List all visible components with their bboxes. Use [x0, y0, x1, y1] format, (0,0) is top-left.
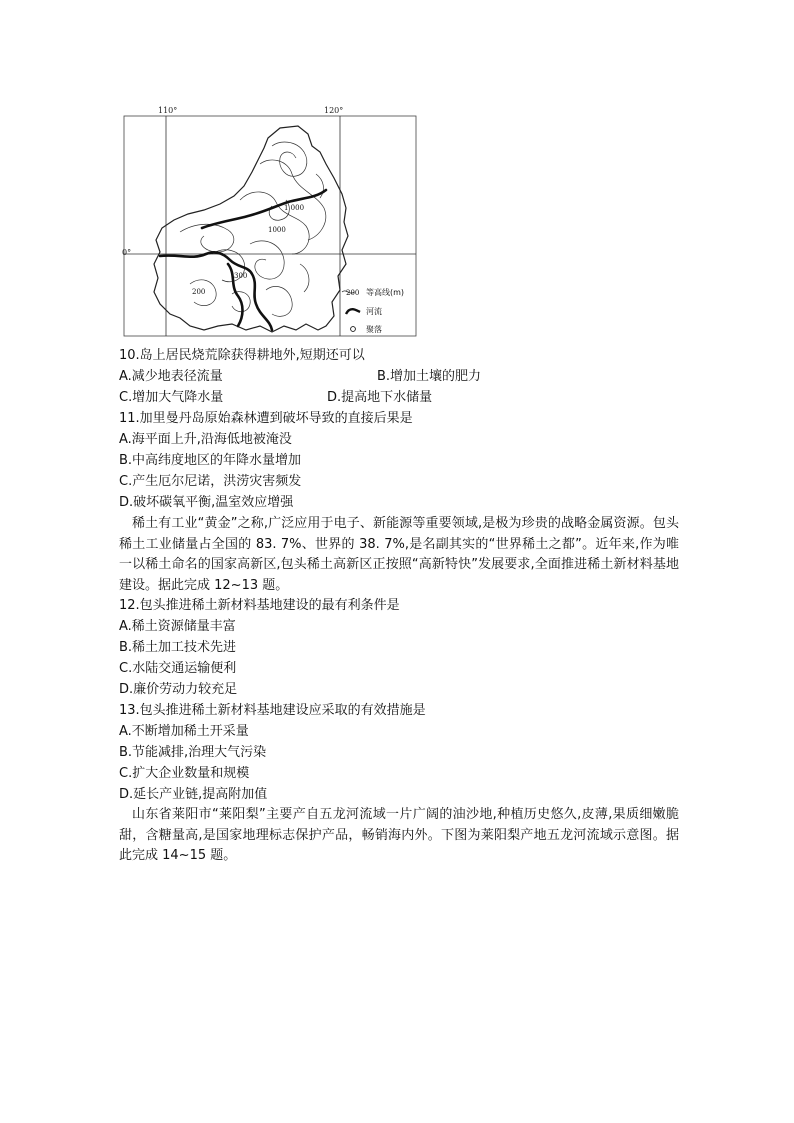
q12-option-a: A.稀土资源储量丰富 [119, 619, 236, 634]
island-outline [154, 126, 348, 332]
q10-option-c: C.增加大气降水量 [119, 390, 224, 405]
borneo-map [120, 104, 420, 340]
legend-contour-label: 等高线(m) [366, 288, 405, 297]
passage-laiyang-pear: 山东省莱阳市“莱阳梨”主要产自五龙河流域一片广阔的油沙地,种植历史悠久,皮薄,果质细嫩脆甜，含糖量高,是国家地理标志保护产品，畅销海内外。下图为莱阳梨产地五龙河流域示意图。据此完成 14~15 题。 [119, 807, 679, 863]
q11-option-d: D.破坏碳氧平衡,温室效应增强 [119, 495, 294, 510]
equator-label: 0° [122, 248, 132, 257]
q13-option-b: B.节能减排,治理大气污染 [119, 745, 267, 760]
lon-120-label: 120° [324, 106, 344, 115]
q10-option-d: D.提高地下水储量 [327, 390, 433, 405]
q13-option-c: C.扩大企业数量和规模 [119, 766, 250, 781]
legend-river-symbol [346, 309, 360, 314]
q11-option-c: C.产生厄尔尼诺，洪涝灾害频发 [119, 474, 302, 489]
q12-option-c: C.水陆交通运输便利 [119, 661, 237, 676]
q11-option-b: B.中高纬度地区的年降水量增加 [119, 453, 302, 468]
map-legend [342, 287, 404, 334]
contour-label-200: 200 [192, 288, 206, 296]
q13-stem: 13.包头推进稀土新材料基地建设应采取的有效措施是 [119, 703, 426, 718]
legend-settlement-symbol [351, 327, 356, 332]
legend-river-label: 河流 [366, 307, 382, 316]
q10-option-b: B.增加土壤的肥力 [377, 369, 482, 384]
q12-stem: 12.包头推进稀土新材料基地建设的最有利条件是 [119, 598, 400, 613]
q10-stem: 10.岛上居民烧荒除获得耕地外,短期还可以 [119, 348, 365, 363]
q11-stem: 11.加里曼丹岛原始森林遭到破坏导致的直接后果是 [119, 411, 413, 426]
contour-label-300: 300 [234, 272, 248, 280]
q10-option-a: A.减少地表径流量 [119, 369, 223, 384]
legend-settlement-label: 聚落 [366, 325, 382, 334]
contour-label-1000a: 1 000 [284, 204, 305, 212]
lon-110-label: 110° [158, 106, 178, 115]
q11-option-a: A.海平面上升,沿海低地被淹没 [119, 432, 292, 447]
q12-option-b: B.稀土加工技术先进 [119, 640, 237, 655]
legend-contour-sample: 200 [346, 289, 360, 297]
q13-option-a: A.不断增加稀土开采量 [119, 724, 249, 739]
q13-option-d: D.延长产业链,提高附加值 [119, 787, 268, 802]
passage-rare-earth: 稀土有工业“黄金”之称,广泛应用于电子、新能源等重要领域,是极为珍贵的战略金属资源。包头稀土工业储量占全国的 83. 7%、世界的 38. 7%,是名副其实的“世界稀土之都”。近年来,作为唯一以稀土命名的国家高新区,包头稀土高新区正按照“高新特快”发展要求,全面推进稀土新材料基地建设。据此完成 12~13 题。 [119, 516, 679, 593]
contour-label-1000b: 1000 [268, 226, 286, 234]
river-north [202, 190, 326, 228]
q12-option-d: D.廉价劳动力较充足 [119, 682, 238, 697]
